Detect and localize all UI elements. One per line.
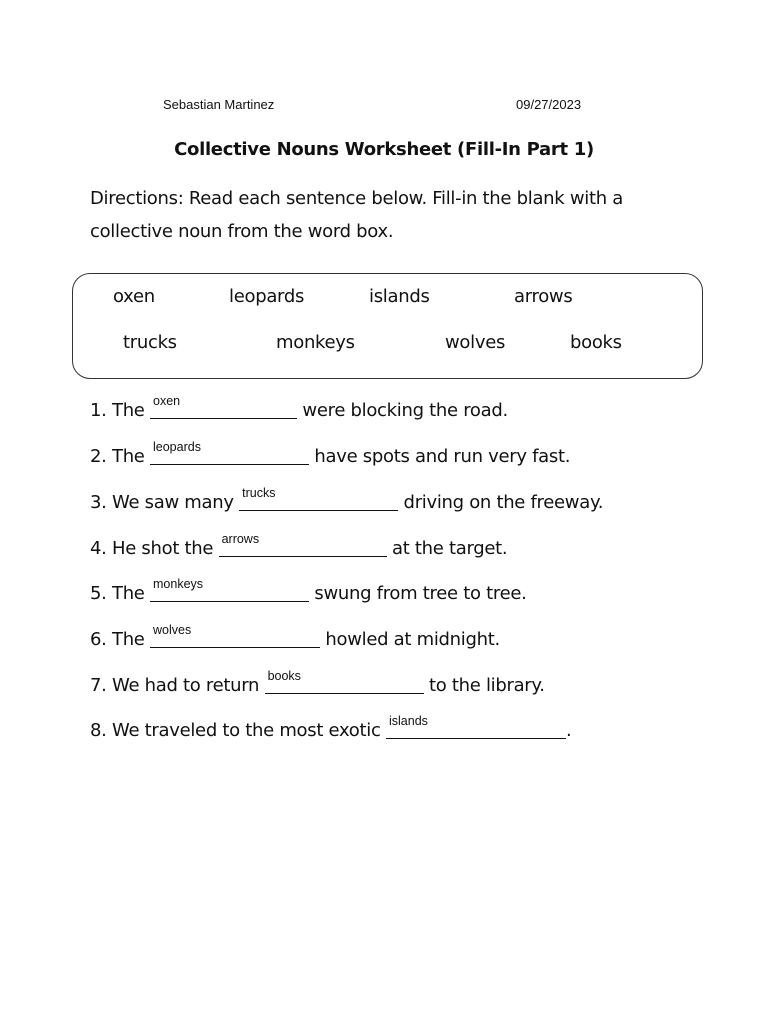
answer-text: arrows	[221, 532, 260, 546]
question-1	[90, 394, 508, 421]
answer-text: monkeys	[153, 577, 204, 591]
word-box-item: books	[570, 332, 622, 353]
question-text-after: .	[565, 720, 572, 741]
question-text-before: 4. He shot the	[90, 538, 219, 559]
word-box-item: arrows	[514, 286, 573, 307]
answer-text: books	[267, 669, 301, 683]
directions	[90, 182, 690, 248]
question-4	[90, 532, 508, 559]
answer-text: trucks	[242, 486, 276, 500]
question-7	[90, 669, 545, 696]
question-text-after: were blocking the road.	[297, 400, 508, 421]
question-6	[90, 623, 500, 650]
question-text-before: 8. We traveled to the most exotic	[90, 720, 386, 741]
answer-text: oxen	[153, 394, 181, 408]
question-text-before: 3. We saw many	[90, 492, 240, 513]
question-text-after: driving on the freeway.	[398, 492, 604, 513]
directions-line-2: collective noun from the word box.	[90, 221, 394, 242]
question-text-after: to the library.	[423, 675, 545, 696]
directions-line-1: Directions: Read each sentence below. Fill-in the blank with a	[90, 188, 623, 209]
question-5	[90, 577, 527, 604]
question-text-before: 1. The	[90, 400, 150, 421]
question-text-before: 6. The	[90, 629, 150, 650]
answer-blank[interactable]	[239, 486, 398, 511]
question-3	[90, 486, 604, 513]
answer-text: wolves	[153, 623, 192, 637]
word-box-item: islands	[369, 286, 430, 307]
word-box-item: wolves	[445, 332, 506, 353]
student-name: Sebastian Martinez	[163, 97, 275, 112]
answer-blank[interactable]	[150, 394, 297, 419]
word-box-item: leopards	[229, 286, 305, 307]
answer-blank[interactable]	[150, 440, 309, 465]
answer-text: islands	[388, 714, 428, 728]
word-box	[72, 273, 703, 379]
answer-blank[interactable]	[265, 669, 424, 694]
word-box-item: oxen	[113, 286, 155, 307]
answer-blank[interactable]	[219, 532, 387, 557]
worksheet-date: 09/27/2023	[516, 97, 582, 112]
word-box-item: monkeys	[276, 332, 355, 353]
question-2	[90, 440, 571, 467]
question-text-after: have spots and run very fast.	[309, 446, 571, 467]
question-text-before: 5. The	[90, 583, 150, 604]
page-title: Collective Nouns Worksheet (Fill-In Part 1)	[174, 139, 594, 160]
question-text-after: at the target.	[386, 538, 508, 559]
question-8	[90, 714, 572, 741]
answer-blank[interactable]	[386, 714, 566, 739]
question-text-before: 2. The	[90, 446, 150, 467]
question-text-after: swung from tree to tree.	[309, 583, 527, 604]
answer-blank[interactable]	[150, 623, 320, 648]
answer-blank[interactable]	[150, 577, 309, 602]
question-text-after: howled at midnight.	[320, 629, 500, 650]
answer-text: leopards	[153, 440, 201, 454]
word-box-item: trucks	[123, 332, 177, 353]
question-text-before: 7. We had to return	[90, 675, 265, 696]
